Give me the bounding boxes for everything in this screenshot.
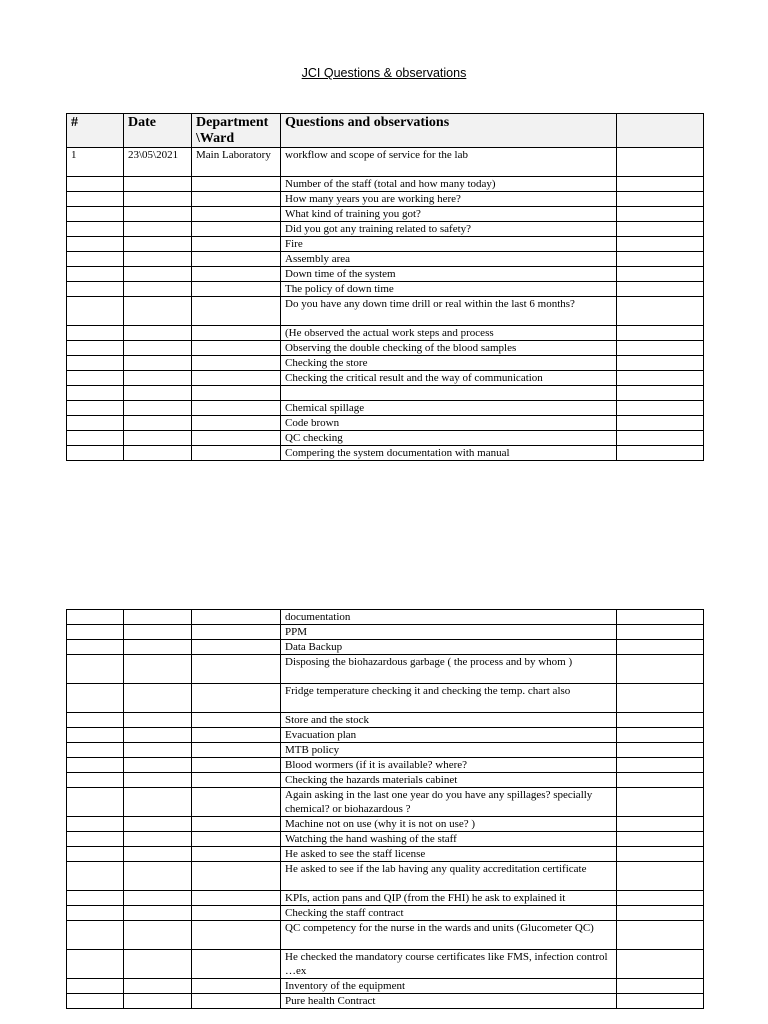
cell-extra: [617, 222, 704, 237]
cell-question: Do you have any down time drill or real within the last 6 months?: [281, 297, 617, 326]
table-row: [67, 610, 704, 625]
cell-question: Number of the staff (total and how many today): [281, 177, 617, 192]
cell-department: [192, 297, 281, 326]
cell-extra: [617, 891, 704, 906]
header-extra: [617, 114, 704, 148]
cell-number: [67, 192, 124, 207]
cell-question: Code brown: [281, 416, 617, 431]
cell-number: [67, 431, 124, 446]
cell-department: [192, 207, 281, 222]
cell-question: Checking the critical result and the way of communication: [281, 371, 617, 386]
cell-extra: [617, 847, 704, 862]
cell-question: How many years you are working here?: [281, 192, 617, 207]
table-row: [67, 743, 704, 758]
cell-department: [192, 773, 281, 788]
table-row: [67, 401, 704, 416]
cell-date: [124, 950, 192, 979]
cell-date: [124, 356, 192, 371]
cell-extra: [617, 192, 704, 207]
cell-date: [124, 640, 192, 655]
cell-question: Did you got any training related to safety?: [281, 222, 617, 237]
cell-number: [67, 282, 124, 297]
cell-number: [67, 207, 124, 222]
cell-question: (He observed the actual work steps and process: [281, 326, 617, 341]
cell-date: [124, 655, 192, 684]
cell-question: Data Backup: [281, 640, 617, 655]
cell-extra: [617, 743, 704, 758]
cell-extra: [617, 207, 704, 222]
cell-date: [124, 192, 192, 207]
cell-extra: [617, 341, 704, 356]
cell-extra: [617, 237, 704, 252]
cell-date: [124, 446, 192, 461]
cell-date: [124, 416, 192, 431]
table-row: [67, 862, 704, 891]
cell-extra: [617, 297, 704, 326]
cell-number: [67, 713, 124, 728]
cell-department: [192, 832, 281, 847]
cell-extra: [617, 728, 704, 743]
table-row: [67, 431, 704, 446]
cell-extra: [617, 684, 704, 713]
cell-department: [192, 386, 281, 401]
cell-question: Inventory of the equipment: [281, 979, 617, 994]
cell-number: [67, 728, 124, 743]
cell-department: [192, 817, 281, 832]
cell-question: He asked to see the staff license: [281, 847, 617, 862]
cell-extra: [617, 431, 704, 446]
table-row: [67, 950, 704, 979]
cell-number: [67, 788, 124, 817]
cell-department: [192, 862, 281, 891]
cell-question: MTB policy: [281, 743, 617, 758]
cell-extra: [617, 610, 704, 625]
cell-question: Again asking in the last one year do you have any spillages? specially chemical? or biohazardous ?: [281, 788, 617, 817]
table-row: [67, 817, 704, 832]
cell-department: [192, 341, 281, 356]
cell-date: [124, 862, 192, 891]
cell-date: [124, 625, 192, 640]
cell-question: The policy of down time: [281, 282, 617, 297]
table-row: [67, 192, 704, 207]
cell-number: [67, 906, 124, 921]
cell-department: [192, 979, 281, 994]
cell-date: [124, 906, 192, 921]
cell-date: [124, 326, 192, 341]
cell-extra: [617, 267, 704, 282]
header-date: Date: [124, 114, 192, 148]
cell-number: [67, 994, 124, 1009]
cell-number: [67, 862, 124, 891]
cell-date: [124, 743, 192, 758]
cell-question: Fire: [281, 237, 617, 252]
cell-question: QC checking: [281, 431, 617, 446]
header-number: #: [67, 114, 124, 148]
cell-date: [124, 832, 192, 847]
cell-extra: [617, 655, 704, 684]
cell-extra: [617, 906, 704, 921]
cell-extra: [617, 979, 704, 994]
cell-date: [124, 610, 192, 625]
cell-extra: [617, 177, 704, 192]
table-row: [67, 625, 704, 640]
table-row: [67, 832, 704, 847]
cell-department: [192, 401, 281, 416]
cell-number: [67, 356, 124, 371]
cell-question: Machine not on use (why it is not on use? ): [281, 817, 617, 832]
cell-department: [192, 326, 281, 341]
table-body-1: [67, 148, 704, 461]
cell-department: [192, 994, 281, 1009]
table-row: [67, 371, 704, 386]
cell-extra: [617, 832, 704, 847]
table-row: [67, 326, 704, 341]
cell-department: [192, 713, 281, 728]
cell-number: [67, 832, 124, 847]
cell-number: [67, 684, 124, 713]
cell-department: [192, 625, 281, 640]
table-row: [67, 655, 704, 684]
table-row: [67, 341, 704, 356]
cell-question: Blood wormers (if it is available? where?: [281, 758, 617, 773]
cell-department: [192, 610, 281, 625]
table-row: [67, 416, 704, 431]
cell-question: Chemical spillage: [281, 401, 617, 416]
cell-extra: [617, 713, 704, 728]
cell-date: [124, 994, 192, 1009]
cell-extra: [617, 994, 704, 1009]
table-row: [67, 906, 704, 921]
cell-department: [192, 640, 281, 655]
cell-number: [67, 758, 124, 773]
cell-number: [67, 625, 124, 640]
cell-department: Main Laboratory: [192, 148, 281, 177]
cell-question: [281, 386, 617, 401]
cell-extra: [617, 773, 704, 788]
cell-department: [192, 177, 281, 192]
cell-number: [67, 386, 124, 401]
table-row: [67, 207, 704, 222]
table-row: [67, 252, 704, 267]
cell-department: [192, 655, 281, 684]
cell-question: Disposing the biohazardous garbage ( the process and by whom ): [281, 655, 617, 684]
cell-question: workflow and scope of service for the lab: [281, 148, 617, 177]
cell-date: [124, 252, 192, 267]
cell-department: [192, 891, 281, 906]
cell-department: [192, 446, 281, 461]
cell-date: [124, 371, 192, 386]
cell-question: Fridge temperature checking it and checking the temp. chart also: [281, 684, 617, 713]
cell-question: Down time of the system: [281, 267, 617, 282]
cell-question: Checking the hazards materials cabinet: [281, 773, 617, 788]
cell-date: [124, 891, 192, 906]
table-row: [67, 356, 704, 371]
table-row: [67, 222, 704, 237]
cell-date: [124, 237, 192, 252]
cell-date: [124, 431, 192, 446]
cell-department: [192, 743, 281, 758]
cell-number: [67, 371, 124, 386]
cell-extra: [617, 758, 704, 773]
table-row: [67, 847, 704, 862]
cell-extra: [617, 921, 704, 950]
cell-date: [124, 758, 192, 773]
cell-department: [192, 906, 281, 921]
cell-department: [192, 416, 281, 431]
page-title: JCI Questions & observations: [301, 66, 467, 80]
table-row: [67, 640, 704, 655]
table-row: [67, 773, 704, 788]
cell-question: He checked the mandatory course certificates like FMS, infection control …ex: [281, 950, 617, 979]
cell-number: [67, 297, 124, 326]
header-questions: Questions and observations: [281, 114, 617, 148]
observations-table-1: [66, 113, 704, 461]
cell-extra: [617, 252, 704, 267]
cell-extra: [617, 356, 704, 371]
cell-department: [192, 431, 281, 446]
cell-department: [192, 684, 281, 713]
table-row: [67, 713, 704, 728]
table-row: [67, 979, 704, 994]
table-row: [67, 282, 704, 297]
cell-question: Checking the staff contract: [281, 906, 617, 921]
cell-question: Watching the hand washing of the staff: [281, 832, 617, 847]
cell-number: [67, 252, 124, 267]
table-row: [67, 684, 704, 713]
cell-question: documentation: [281, 610, 617, 625]
cell-number: 1: [67, 148, 124, 177]
cell-extra: [617, 862, 704, 891]
table-row: [67, 386, 704, 401]
cell-number: [67, 817, 124, 832]
cell-extra: [617, 148, 704, 177]
cell-question: He asked to see if the lab having any quality accreditation certificate: [281, 862, 617, 891]
cell-date: [124, 773, 192, 788]
cell-number: [67, 416, 124, 431]
cell-number: [67, 326, 124, 341]
cell-number: [67, 743, 124, 758]
cell-date: [124, 713, 192, 728]
cell-date: [124, 684, 192, 713]
cell-date: [124, 979, 192, 994]
cell-number: [67, 891, 124, 906]
cell-date: [124, 921, 192, 950]
cell-number: [67, 655, 124, 684]
table-row: [67, 148, 704, 177]
cell-date: [124, 267, 192, 282]
cell-department: [192, 237, 281, 252]
cell-question: Checking the store: [281, 356, 617, 371]
cell-department: [192, 788, 281, 817]
table-row: [67, 921, 704, 950]
cell-question: KPIs, action pans and QIP (from the FHI) he ask to explained it: [281, 891, 617, 906]
table-body-2: [67, 610, 704, 1009]
cell-number: [67, 950, 124, 979]
table-row: [67, 237, 704, 252]
table-row: [67, 446, 704, 461]
cell-number: [67, 446, 124, 461]
cell-number: [67, 847, 124, 862]
table-row: [67, 177, 704, 192]
cell-question: PPM: [281, 625, 617, 640]
cell-question: Observing the double checking of the blood samples: [281, 341, 617, 356]
cell-extra: [617, 625, 704, 640]
cell-question: Evacuation plan: [281, 728, 617, 743]
table-row: [67, 788, 704, 817]
table-header-row: [67, 114, 704, 148]
cell-number: [67, 177, 124, 192]
cell-extra: [617, 817, 704, 832]
header-department: Department \Ward: [192, 114, 281, 148]
cell-department: [192, 282, 281, 297]
table-row: [67, 891, 704, 906]
cell-department: [192, 267, 281, 282]
cell-question: What kind of training you got?: [281, 207, 617, 222]
cell-question: Compering the system documentation with manual: [281, 446, 617, 461]
cell-date: [124, 207, 192, 222]
cell-date: [124, 847, 192, 862]
cell-extra: [617, 640, 704, 655]
cell-number: [67, 401, 124, 416]
cell-department: [192, 222, 281, 237]
cell-extra: [617, 326, 704, 341]
cell-number: [67, 610, 124, 625]
cell-extra: [617, 371, 704, 386]
cell-question: Pure health Contract: [281, 994, 617, 1009]
cell-extra: [617, 788, 704, 817]
cell-extra: [617, 416, 704, 431]
cell-extra: [617, 386, 704, 401]
cell-department: [192, 847, 281, 862]
cell-number: [67, 640, 124, 655]
cell-date: [124, 297, 192, 326]
observations-table-2: [66, 609, 704, 1009]
cell-number: [67, 341, 124, 356]
cell-date: [124, 817, 192, 832]
cell-question: QC competency for the nurse in the wards and units (Glucometer QC): [281, 921, 617, 950]
cell-date: [124, 728, 192, 743]
cell-date: [124, 282, 192, 297]
cell-number: [67, 222, 124, 237]
cell-date: 23\05\2021: [124, 148, 192, 177]
cell-date: [124, 177, 192, 192]
cell-date: [124, 341, 192, 356]
cell-question: Assembly area: [281, 252, 617, 267]
cell-extra: [617, 950, 704, 979]
cell-department: [192, 950, 281, 979]
cell-department: [192, 252, 281, 267]
cell-department: [192, 758, 281, 773]
cell-extra: [617, 282, 704, 297]
cell-number: [67, 773, 124, 788]
table-row: [67, 994, 704, 1009]
cell-number: [67, 921, 124, 950]
table-row: [67, 297, 704, 326]
table-row: [67, 728, 704, 743]
table-row: [67, 758, 704, 773]
cell-department: [192, 192, 281, 207]
cell-department: [192, 356, 281, 371]
cell-department: [192, 921, 281, 950]
cell-department: [192, 728, 281, 743]
table-row: [67, 267, 704, 282]
cell-number: [67, 979, 124, 994]
cell-extra: [617, 446, 704, 461]
cell-number: [67, 267, 124, 282]
cell-date: [124, 222, 192, 237]
cell-date: [124, 401, 192, 416]
cell-date: [124, 386, 192, 401]
cell-date: [124, 788, 192, 817]
cell-number: [67, 237, 124, 252]
cell-extra: [617, 401, 704, 416]
cell-department: [192, 371, 281, 386]
cell-question: Store and the stock: [281, 713, 617, 728]
